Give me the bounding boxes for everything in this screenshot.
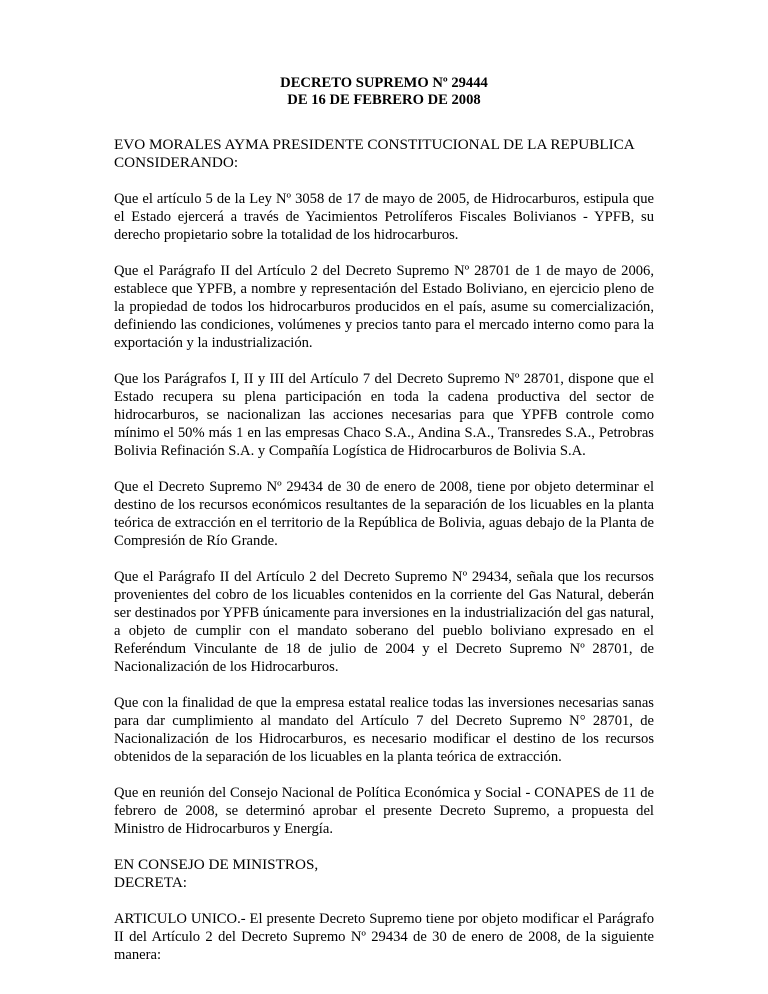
council-line: EN CONSEJO DE MINISTROS, [114, 856, 319, 873]
document-body [114, 136, 654, 964]
paragraph-1: Que el artículo 5 de la Ley Nº 3058 de 17 de mayo de 2005, de Hidrocarburos, estipula que el Estado ejercerá a través de Yacimientos Petrolíferos Fiscales Bolivianos - YPFB, su derecho propietario sobre la totalidad de los hidrocarburos. [114, 191, 654, 243]
considerando-label: CONSIDERANDO: [114, 154, 239, 171]
paragraph-5: Que el Parágrafo II del Artículo 2 del Decreto Supremo Nº 29434, señala que los recursos provenientes del cobro de los licuables contenidos en la corriente del Gas Natural, deberán ser destinados por YPFB únicamente para inversiones en la industrialización del gas natural, a objeto de cumplir con el mandato soberano del pueblo boliviano expresado en el Referéndum Vinculante de 18 de julio de 2004 y el Decreto Supremo Nº 28701, de Nacionalización de los Hidrocarburos. [114, 569, 654, 675]
decree-header [0, 75, 768, 109]
article-unico: ARTICULO UNICO.- El presente Decreto Supremo tiene por objeto modificar el Parágrafo II del Artículo 2 del Decreto Supremo Nº 29434 de 30 de enero de 2008, de la siguiente manera: [114, 911, 654, 963]
paragraph-2: Que el Parágrafo II del Artículo 2 del Decreto Supremo Nº 28701 de 1 de mayo de 2006, establece que YPFB, a nombre y representación del Estado Boliviano, en ejercicio pleno de la propiedad de todos los hidrocarburos producidos en el país, asume su comercialización, definiendo las condiciones, volúmenes y precios tanto para el mercado interno como para la exportación y la industrialización. [114, 263, 654, 351]
paragraph-6: Que con la finalidad de que la empresa estatal realice todas las inversiones necesarias sanas para dar cumplimiento al mandato del Artículo 7 del Decreto Supremo N° 28701, de Nacionalización de los Hidrocarburos, es necesario modificar el destino de los recursos obtenidos de la separación de los licuables en la planta teórica de extracción. [114, 695, 654, 765]
decree-title: DECRETO SUPREMO Nº 29444 [280, 75, 488, 91]
decree-date: DE 16 DE FEBRERO DE 2008 [287, 92, 481, 108]
president-line: EVO MORALES AYMA PRESIDENTE CONSTITUCIONAL DE LA REPUBLICA [114, 136, 635, 153]
paragraph-3: Que los Parágrafos I, II y III del Artículo 7 del Decreto Supremo Nº 28701, dispone que el Estado recupera su plena participación en toda la cadena productiva del sector de hidrocarburos, se nacionalizan las acciones necesarias para que YPFB controle como mínimo el 50% más 1 en las empresas Chaco S.A., Andina S.A., Transredes S.A., Petrobras Bolivia Refinación S.A. y Compañía Logística de Hidrocarburos de Bolivia S.A. [114, 371, 654, 459]
decreta-label: DECRETA: [114, 874, 188, 891]
council-heading [114, 856, 654, 892]
paragraph-7: Que en reunión del Consejo Nacional de Política Económica y Social - CONAPES de 11 de febrero de 2008, se determinó aprobar el presente Decreto Supremo, a propuesta del Ministro de Hidrocarburos y Energía. [114, 785, 654, 837]
intro-heading [114, 136, 654, 172]
paragraph-4: Que el Decreto Supremo Nº 29434 de 30 de enero de 2008, tiene por objeto determinar el destino de los recursos económicos resultantes de la separación de los licuables en la planta teórica de extracción en el territorio de la República de Bolivia, aguas debajo de la Planta de Compresión de Río Grande. [114, 479, 654, 549]
